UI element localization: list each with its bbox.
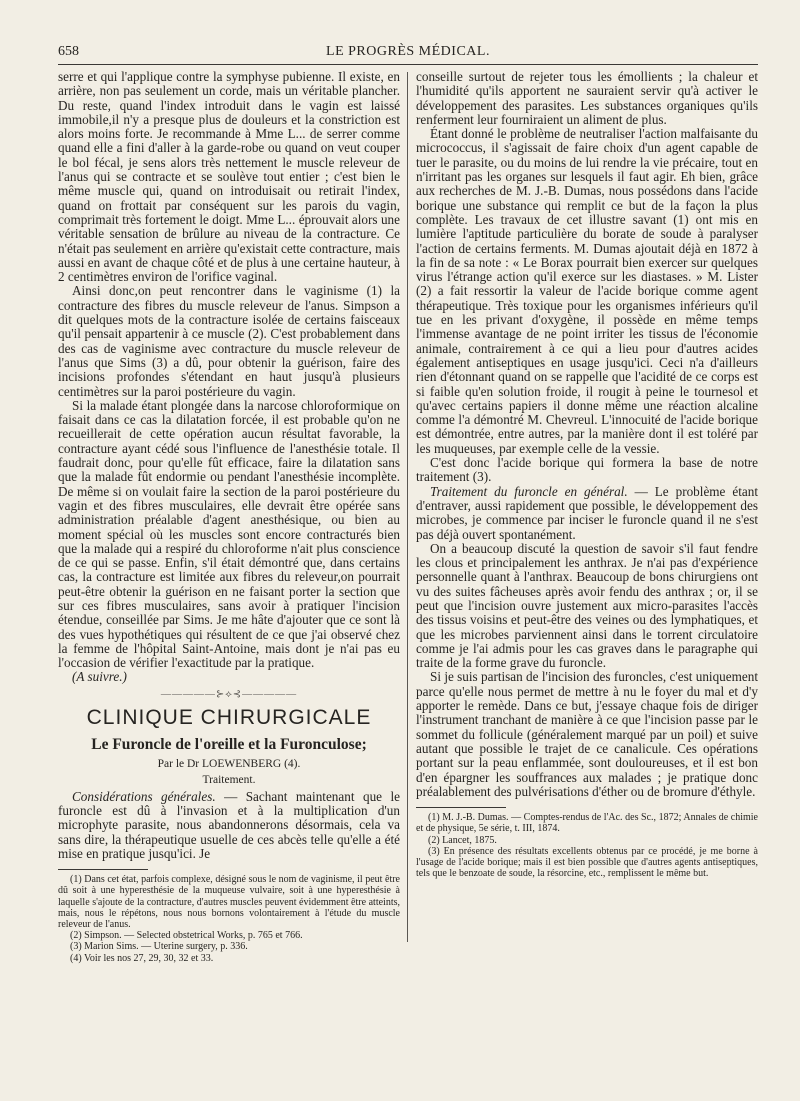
footnote: (1) Dans cet état, parfois complexe, désigné sous le nom de vaginisme, il peut être dû soit à une hyperesthésie de la muqueuse vulvaire, soit à une hyperesthésie à laquelle s'ajoute de la contracture, d'autres muscles peuvent évidemment être atteints, mais, nous le répétons, nous nous bornons volontairement à l'étude du muscle releveur de l'anus. — [58, 874, 400, 931]
right-column — [416, 70, 758, 1070]
byline-prefix: Par le Dr — [157, 757, 200, 770]
considerations-heading: Considérations générales. — [72, 788, 216, 804]
footnote: (3) En présence des résultats excellents obtenus par ce procédé, je me borne à l'usage de l'acide borique; mais il est bien possible que d'autres agents antiseptiques, tels que le benzoate de soude, la résorcine, etc., remplissent le même but. — [416, 845, 758, 880]
body-paragraph: Ainsi donc,on peut rencontrer dans le vaginisme (1) la contracture des fibres du muscle releveur de l'anus. Simpson a dit quelques mots de la contracture isolée de certains faisceaux qu'il pensait appartenir à ce muscle (2). C'est probablement dans des cas de vaginisme avec contracture du muscle releveur de l'anus que Sims (3) a dû, pour obtenir la guérison, faire des incisions profondes s'étendant en haut jusqu'à plusieurs centimètres sur la paroi postérieure du vagin. — [58, 283, 400, 399]
furoncle-heading: Traitement du furoncle en général. — [430, 483, 628, 499]
body-paragraph: Si la malade étant plongée dans la narcose chloroformique on faisait dans ce cas la dilatation forcée, il est probable qu'on ne recueillerait de cette opération aucun résultat favorable, la contracture ayant cédé sous l'influence de l'anesthésie totale. Il faudrait donc, pour qu'elle fût efficace, faire la dilatation sans que la malade fût endormie ou pendant l'anesthésie incomplète. De même si on voulait faire la section de la paroi postérieure du vagin et des fibres musculaires, elle devrait être opérée sans administration préalable d'agent anesthésique, ou bien au moment spécial où les muscles sont encore contracturés bien que la malade qui a respiré du chloroforme n'ait plus conscience de ce qui se passe. Enfin, s'il était démontré que, dans certains cas, la contracture est limitée aux fibres du releveur,on pourrait peut-être obtenir la guérison en ne faisant porter la section que sur ces fibres musculaires, sans avoir à pratiquer l'incision étendue, conseillée par Sims. Je me hâte d'ajouter que ce sont là des vues hypothétiques qui résultent de ce que j'ai observé chez la femme de l'hôpital Saint-Antoine, mais dont je n'ai pas eu l'occasion de vérifier l'exactitude par la pratique. — [58, 397, 400, 671]
journal-title: LE PROGRÈS MÉDICAL. — [326, 44, 490, 59]
byline-author: LOEWENBERG — [202, 757, 282, 770]
column-divider — [407, 72, 408, 942]
footnote: (1) M. J.-B. Dumas. — Comptes-rendus de l'Ac. des Sc., 1872; Annales de chimie et de physique, 5e série, t. III, 1874. — [416, 812, 758, 835]
to-be-continued: (A suivre.) — [72, 669, 127, 685]
furoncle-text: — Le problème étant d'entraver, aussi rapidement que possible, le développement des microbes, je commence par inciser le furoncle quand il ne s'est pas déjà ouvert spontanément. — [416, 483, 758, 542]
footnote: (4) Voir les nos 27, 29, 30, 32 et 33. — [70, 952, 214, 964]
article-subtitle: Traitement. — [202, 773, 256, 786]
section-ornament: —————⊱⟡⊰————— — [160, 688, 298, 700]
considerations-text: — Sachant maintenant que le furoncle est dû à l'invasion et à la multiplication d'un microphyte parasite, nous abandonnerons désormais, cela va sans dire, la thérapeutique usuelle de ces abcès telle qu'elle a été mise en pratique jusqu'ici. Je — [58, 788, 400, 861]
body-paragraph — [58, 790, 400, 861]
page-header — [58, 44, 758, 65]
body-paragraph: On a beaucoup discuté la question de savoir s'il faut fendre les clous et principalement les anthrax. Je n'ai pas d'expérience personnelle quant à l'anthrax. Beaucoup de bons chirurgiens ont vu des suites fâcheuses après avoir fendu des anthrax ; or, il se peut que l'incision ouvre justement aux micro-parasites l'accès des tissus voisins et peut-être des veines ou des lymphatiques, et que les microbes parviennent ainsi dans le torrent circulatoire comme je l'ai admis pour les cas graves dans le paragraphe qui traite de la forme grave du furoncle. — [416, 540, 758, 671]
footnote: (3) Marion Sims. — Uterine surgery, p. 336. — [70, 941, 248, 953]
body-paragraph: serre et qui l'applique contre la symphyse pubienne. Il existe, en arrière, non pas seulement un corde, mais un véritable plancher. Du reste, quand l'index introduit dans le vagin est laissé immobile,il n'y a presque plus de douleurs et la constriction est alors moins forte. Je recommande à Mme L... de serrer comme quand elle a fini d'aller à la garde-robe ou quand on veut couper le bol fécal, je sens alors très nettement le muscle releveur de l'anus qui se contracte et se soulève tout entier ; c'est bien le même muscle qui, quand on introduisait ou retirait l'index, quand on frottait par conséquent sur les parois du vagin, comprimait très fortement le doigt. Mme L... éprouvait alors une véritable sensation de brûlure au niveau de la contracture. Ce n'était pas seulement en arrière qu'existait cette contracture, mais aussi en avant de chaque côté et de plus à une certaine hauteur, à 2 centimètres environ de l'orifice vaginal. — [58, 69, 400, 285]
footnote-rule — [58, 869, 148, 870]
byline-note: (4). — [284, 757, 301, 770]
body-paragraph: C'est donc l'acide borique qui formera la base de notre traitement (3). — [416, 455, 758, 485]
footnote: (2) Simpson. — Selected obstetrical Works, p. 765 et 766. — [70, 930, 303, 942]
page-number: 658 — [58, 44, 79, 59]
byline — [58, 758, 400, 770]
body-paragraph: conseille surtout de rejeter tous les émollients ; la chaleur et l'humidité qu'ils apportent ne sauraient servir qu'à activer le développement des parasites. Les substances organiques qu'ils renferment leur fourniraient un aliment de plus. — [416, 69, 758, 127]
left-column — [58, 70, 400, 1070]
body-paragraph: Étant donné le problème de neutraliser l'action malfaisante du micrococcus, il s'agissait de faire choix d'un agent capable de tuer le parasite, ou du moins de lui rendre la vie précaire, tout en n'irritant pas les organes sur lesquels il faut agir. Eh bien, grâce aux recherches de M. J.-B. Dumas, nous possédons dans l'acide borique une substance qui remplit ce but de la façon la plus complète. Les travaux de cet illustre savant (1) ont mis en lumière l'aptitude particulière du borate de soude à paralyser l'action de certains ferments. M. Dumas ajoutait déjà en 1872 à la fin de sa note : « Le Borax pourrait bien exercer sur quelques virus l'étrange action qu'il exerce sur les diastases. » M. Lister (2) a fait ressortir la valeur de l'acide borique comme agent thérapeutique. Très toxique pour les organismes inférieurs qu'il tue en les privant d'oxygène, il possède en même temps l'immense avantage de ne point irriter les tissus de l'économie animale, contrairement à ce qui a lieu pour d'autres acides également antiseptiques en usage jusqu'ici. Ceci n'a d'ailleurs rien d'étonnant quand on se rappelle que l'acidité de ce corps est si faible qu'en solution froide, il rougit à peine le tournesol et qu'avec certains papiers il donne même une réaction alcaline comme l'a démontré M. Chevreul. L'innocuité de l'acide borique est démontrée, entre autres, par la manière dont il est toléré par les muqueuses, par exemple celle de la vessie. — [416, 126, 758, 456]
footnote: (2) Lancet, 1875. — [428, 834, 497, 846]
body-paragraph — [416, 485, 758, 542]
footnote-rule — [416, 807, 506, 808]
section-title: CLINIQUE CHIRURGICALE — [86, 705, 372, 729]
body-paragraph: Si je suis partisan de l'incision des furoncles, c'est uniquement parce qu'elle nous permet de mettre à nu le foyer du mal et d'y apporter le remède. Dans ce but, j'essaye chaque fois de diriger l'instrument tranchant de manière à ce que l'incision passe par le sommet du follicule (généralement marqué par un poil) et suive autant que possible le trajet de ce canalicule. Ces opérations portant sur la peau enflammée, sont douloureuses, et il est bon d'en épargner les souffrances aux malades ; je pratique donc préalablement des pulvérisations d'éther ou de bromure d'éthyle. — [416, 669, 758, 799]
article-title: Le Furoncle de l'oreille et la Furonculose; — [91, 735, 367, 753]
